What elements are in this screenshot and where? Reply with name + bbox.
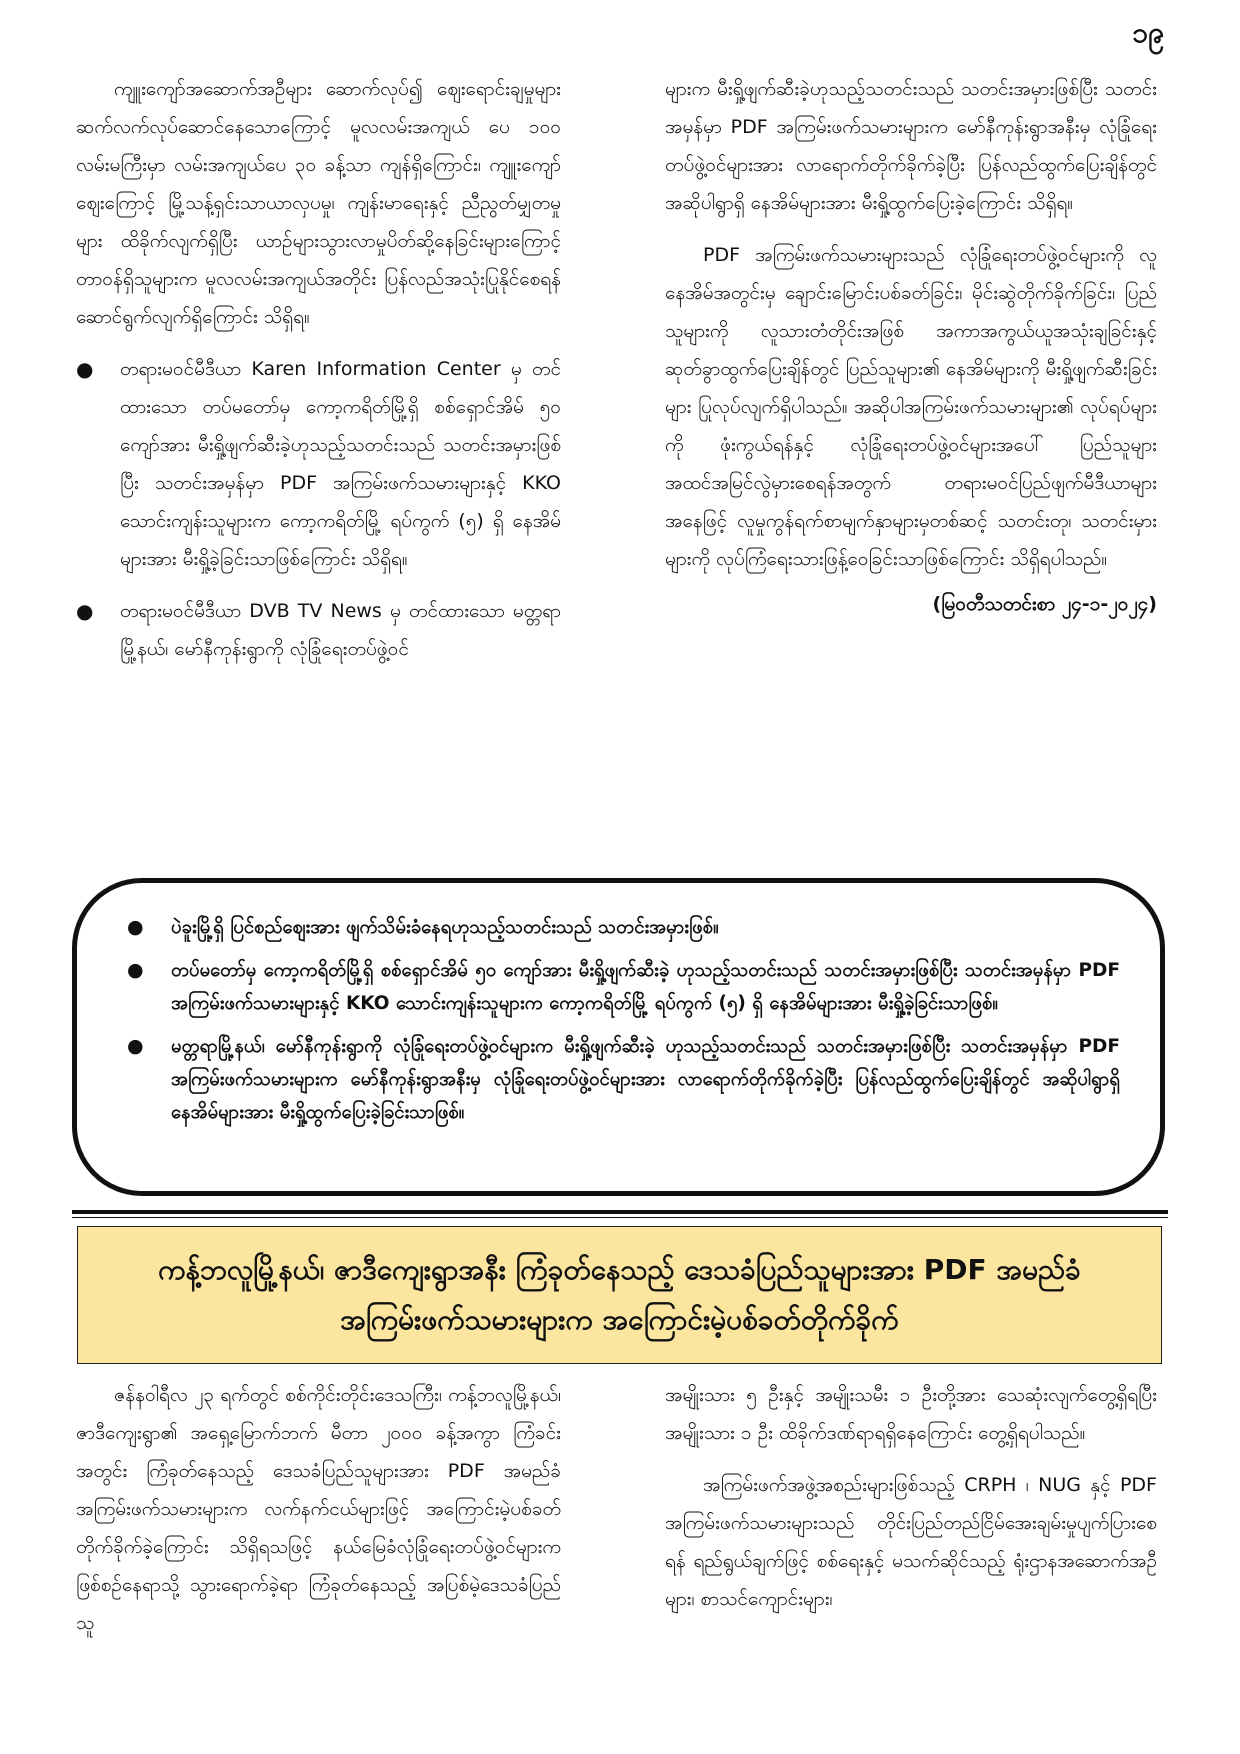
article-paragraph: အကြမ်းဖက်အဖွဲ့အစည်းများဖြစ်သည့် CRPH ၊ NUG နှင့် PDF အကြမ်းဖက်သမားများသည် တိုင်းပြည်တည်ငြိမ်အေးချမ်းမှုပျက်ပြားစေရန် ရည်ရွယ်ချက်ဖြင့် စစ်ရေးနှင့် မသက်ဆိုင်သည့် ရုံးဌာနအဆောက်အဦများ၊ စာသင်ကျောင်းများ၊ [665,1474,1157,1610]
source-citation: (မြဝတီသတင်းစာ ၂၄-၁-၂၀၂၄) [932,593,1157,615]
analysis-paragraph: PDF အကြမ်းဖက်သမားများသည် လုံခြုံရေးတပ်ဖွဲ့ဝင်များကို လူနေအိမ်အတွင်းမှ ချောင်းမြောင်းပစ်ခတ်ခြင်း၊ မိုင်းဆွဲတိုက်ခိုက်ခြင်း၊ ပြည်သူများကို လူသားတံတိုင်းအဖြစ် အကာအကွယ်ယူအသုံးချခြင်းနှင့် ဆုတ်ခွာထွက်ပြေးချိန်တွင် ပြည်သူများ၏ နေအိမ်များကို မီးရှို့ဖျက်ဆီးခြင်းများ ပြုလုပ်လျက်ရှိပါသည်။ အဆိုပါအကြမ်းဖက်သမားများ၏ လုပ်ရပ်များကို ဖုံးကွယ်ရန်နှင့် လုံခြုံရေးတပ်ဖွဲ့ဝင်များအပေါ် ပြည်သူများ အထင်အမြင်လွဲမှားစေရန်အတွက် တရားမဝင်ပြည်ဖျက်မီဒီယာများအနေဖြင့် လူမှုကွန်ရက်စာမျက်နှာများမှတစ်ဆင့် သတင်းတု၊ သတင်းမှားများကို လုပ်ကြံရေးသားဖြန့်ဝေခြင်းသာဖြစ်ကြောင်း သိရှိရပါသည်။ [665,244,1157,570]
continued-paragraph: ကျူးကျော်အဆောက်အဦများ ဆောက်လုပ်၍ ဈေးရောင်းချမှုများ ဆက်လက်လုပ်ဆောင်နေသောကြောင့် မူလလမ်းအကျယ် ပေ ၁၀၀ လမ်းမကြီးမှာ လမ်းအကျယ်ပေ ၃၀ ခန့်သာ ကျန်ရှိကြောင်း၊ ကျူးကျော်ဈေးကြောင့် မြို့သန့်ရှင်းသာယာလှပမှု၊ ကျန်းမာရေးနှင့် ညီညွတ်မျှတမှုများ ထိခိုက်လျက်ရှိပြီး ယာဉ်များသွားလာမှုပိတ်ဆို့နေခြင်းများကြောင့် တာဝန်ရှိသူများက မူလလမ်းအကျယ်အတိုင်း ပြန်လည်အသုံးပြုနိုင်စေရန် ဆောင်ရွက်လျက်ရှိကြောင်း သိရှိရ။ [76,78,561,328]
continued-paragraph: အမျိုးသား ၅ ဦးနှင့် အမျိုးသမီး ၁ ဦးတို့အား သေဆုံးလျက်တွေ့ရှိရပြီး အမျိုးသား ၁ ဦး ထိခိုက်ဒဏ်ရာရရှိနေကြောင်း တွေ့ရှိရပါသည်။ [665,1384,1157,1444]
divider-thick [72,1210,1168,1214]
summary-box [72,878,1165,1196]
divider-thin [72,1217,1168,1218]
bullet-item-kic: ● တရားမဝင်မီဒီယာ Karen Information Center မှ တင်ထားသော တပ်မတော်မှ ကော့ကရိတ်မြို့ရှိ စစ်ရှောင်အိမ် ၅၀ ကျော်အား မီးရှို့ဖျက်ဆီးခဲ့ဟုသည့်သတင်းသည် သတင်းအမှားဖြစ်ပြီး သတင်းအမှန်မှာ PDF အကြမ်းဖက်သမားများနှင့် KKO သောင်းကျန်းသူများက ကော့ကရိတ်မြို့ ရပ်ကွက် (၅) ရှိ နေအိမ်များအား မီးရှို့ခဲ့ခြင်းသာဖြစ်ကြောင်း သိရှိရ။ [76,350,561,578]
summary-item-pyinsi-market: ● ပဲခူးမြို့ရှိ ပြင်စည်ဈေးအား ဖျက်သိမ်းခံနေရဟုသည့်သတင်းသည် သတင်းအမှားဖြစ်။ [127,911,1120,944]
page-number: ၁၉ [1132,16,1164,49]
summary-item-kawkareik: ● တပ်မတော်မှ ကော့ကရိတ်မြို့ရှိ စစ်ရှောင်အိမ် ၅၀ ကျော်အား မီးရှို့ဖျက်ဆီးခဲ့ ဟုသည့်သတင်းသည် သတင်းအမှားဖြစ်ပြီး သတင်းအမှန်မှာ PDF အကြမ်းဖက်သမားများနှင့် KKO သောင်းကျန်းသူများက ကော့ကရိတ်မြို့ ရပ်ကွက် (၅) ရှိ နေအိမ်များအား မီးရှို့ခဲ့ခြင်းသာဖြစ်။ [127,954,1120,1020]
continued-paragraph: များက မီးရှို့ဖျက်ဆီးခဲ့ဟုသည့်သတင်းသည် သတင်းအမှားဖြစ်ပြီး သတင်းအမှန်မှာ PDF အကြမ်းဖက်သမားများက မော်နီကုန်းရွာအနီးမှ လုံခြုံရေးတပ်ဖွဲ့ဝင်များအား လာရောက်တိုက်ခိုက်ခဲ့ပြီး ပြန်လည်ထွက်ပြေးချိန်တွင် အဆိုပါရွာရှိ နေအိမ်များအား မီးရှို့ထွက်ပြေးခဲ့ကြောင်း သိရှိရ။ [665,78,1157,214]
headline-box [77,1226,1162,1364]
summary-list [127,911,1120,1129]
article-paragraph: ဇန်နဝါရီလ ၂၃ ရက်တွင် စစ်ကိုင်းတိုင်းဒေသကြီး၊ ကန့်ဘလူမြို့နယ်၊ ဇာဒီကျေးရွာ၏ အရှေ့မြောက်ဘက် မီတာ ၂၀၀၀ ခန့်အကွာ ကြံခင်းအတွင်း ကြံခုတ်နေသည့် ဒေသခံပြည်သူများအား PDF အမည်ခံအကြမ်းဖက်သမားများက လက်နက်ငယ်များဖြင့် အကြောင်းမဲ့ပစ်ခတ်တိုက်ခိုက်ခဲ့ကြောင်း သိရှိရသဖြင့် နယ်မြေခံလုံခြုံရေးတပ်ဖွဲ့ဝင်များက ဖြစ်စဉ်နေရာသို့ သွားရောက်ခဲ့ရာ ကြံခုတ်နေသည့် အပြစ်မဲ့ဒေသခံပြည်သူ [76,1384,561,1634]
bullet-item-dvb: ● တရားမဝင်မီဒီယာ DVB TV News မှ တင်ထားသော မတ္တရာမြို့နယ်၊ မော်နီကုန်းရွာကို လုံခြုံရေးတပ်ဖွဲ့ဝင် [76,592,561,668]
bullet-list [76,350,561,668]
top-right-column [665,70,1157,620]
top-left-column [76,70,561,682]
headline-title: ကန့်ဘလူမြို့နယ်၊ ဇာဒီကျေးရွာအနီး ကြံခုတ်နေသည့် ဒေသခံပြည်သူများအား PDF အမည်ခံအကြမ်းဖက်သမားများက အကြောင်းမဲ့ပစ်ခတ်တိုက်ခိုက် [158,1253,1081,1336]
summary-item-meiktila: ● မတ္တရာမြို့နယ်၊ မော်နီကုန်းရွာကို လုံခြုံရေးတပ်ဖွဲ့ဝင်များက မီးရှို့ဖျက်ဆီးခဲ့ ဟုသည့်သတင်းသည် သတင်းအမှားဖြစ်ပြီး သတင်းအမှန်မှာ PDF အကြမ်းဖက်သမားများက မော်နီကုန်းရွာအနီးမှ လုံခြုံရေးတပ်ဖွဲ့ဝင်များအား လာရောက်တိုက်ခိုက်ခဲ့ပြီး ပြန်လည်ထွက်ပြေးချိန်တွင် အဆိုပါရွာရှိ နေအိမ်များအား မီးရှို့ထွက်ပြေးခဲ့ခြင်းသာဖြစ်။ [127,1030,1120,1129]
bottom-left-column [76,1376,561,1656]
bottom-right-column [665,1376,1157,1632]
